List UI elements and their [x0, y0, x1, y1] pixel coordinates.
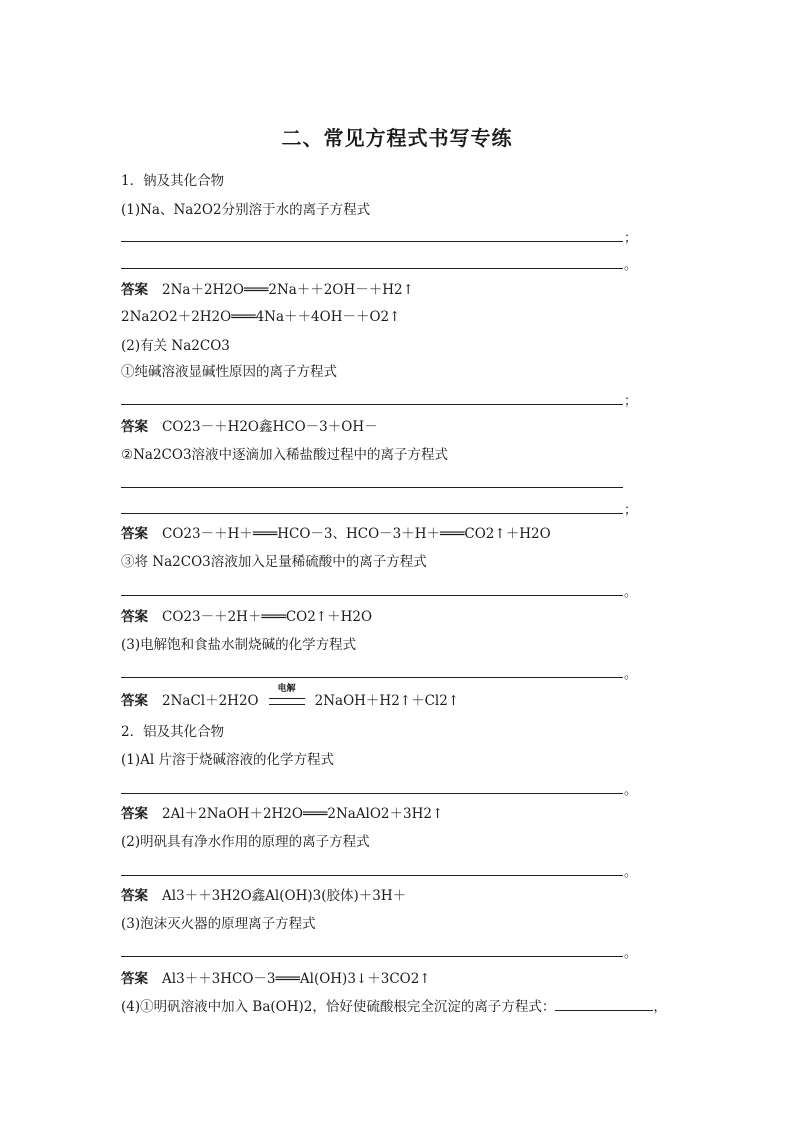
- section-heading-sodium: 1．钠及其化合物: [121, 173, 225, 189]
- answer-label: 答案: [121, 971, 148, 987]
- question-2-2: (2)明矾具有净水作用的原理的离子方程式: [121, 834, 370, 850]
- answer-1-2-2: [121, 525, 551, 543]
- answer-line[interactable]: [121, 268, 623, 269]
- equation-right: 2NaOH＋H2↑＋Cl2↑: [314, 693, 460, 709]
- answer-1-2-1: [121, 418, 378, 436]
- answer-label: 答案: [121, 693, 148, 709]
- equation-text: Al3＋＋3H2O鑫Al(OH)3(胶体)＋3H＋: [162, 888, 407, 904]
- answer-label: 答案: [121, 609, 148, 625]
- answer-line[interactable]: [121, 793, 623, 794]
- question-2-4: [121, 998, 667, 1016]
- answer-1-1-line1: [121, 281, 414, 299]
- comma: ，: [653, 999, 667, 1015]
- question-1-2-1: ①纯碱溶液显碱性原因的离子方程式: [121, 364, 337, 380]
- answer-2-2: [121, 887, 406, 905]
- answer-line[interactable]: [121, 875, 623, 876]
- equation-left: 2NaCl＋2H2O: [162, 693, 259, 709]
- question-2-1: (1)Al 片溶于烧碱溶液的化学方程式: [121, 752, 334, 768]
- answer-1-3: [121, 684, 460, 710]
- period: 。: [624, 667, 638, 682]
- period: 。: [624, 258, 638, 273]
- equation-text: 2Na＋2H2O═══2Na＋＋2OH－＋H2↑: [162, 282, 414, 298]
- answer-2-1: [121, 805, 443, 823]
- question-1-2-2: ②Na2CO3溶液中逐滴加入稀盐酸过程中的离子方程式: [121, 447, 449, 463]
- period: 。: [624, 783, 638, 798]
- question-1-2: (2)有关 Na2CO3: [121, 338, 230, 354]
- answer-line[interactable]: [121, 956, 623, 957]
- question-1-1: (1)Na、Na2O2分别溶于水的离子方程式: [121, 202, 371, 218]
- period: 。: [624, 946, 638, 961]
- fill-blank[interactable]: [555, 998, 653, 1011]
- answer-label: 答案: [121, 806, 148, 822]
- electrolysis-condition: 电解: [277, 684, 296, 694]
- answer-line[interactable]: [121, 677, 623, 678]
- equation-text: Al3＋＋3HCO－3═══Al(OH)3↓＋3CO2↑: [162, 971, 431, 987]
- question-2-3: (3)泡沫灭火器的原理离子方程式: [121, 916, 316, 932]
- question-text: (4)①明矾溶液中加入 Ba(OH)2，恰好使硫酸根完全沉淀的离子方程式：: [121, 999, 556, 1015]
- equation-text: CO23－＋H＋═══HCO－3、HCO－3＋H＋═══CO2↑＋H2O: [162, 526, 551, 542]
- answer-line[interactable]: [121, 404, 623, 405]
- answer-1-2-3: [121, 608, 372, 626]
- answer-line[interactable]: [121, 513, 623, 514]
- semicolon: ；: [624, 231, 638, 246]
- electrolysis-arrow: [259, 684, 315, 710]
- answer-1-1-line2: 2Na2O2＋2H2O═══4Na＋＋4OH－＋O2↑: [121, 309, 401, 325]
- answer-label: 答案: [121, 282, 148, 298]
- semicolon: ；: [624, 503, 638, 518]
- equation-text: CO23－＋2H＋═══CO2↑＋H2O: [162, 609, 373, 625]
- answer-line[interactable]: [121, 595, 623, 596]
- answer-label: 答案: [121, 419, 148, 435]
- equation-text: CO23－＋H2O鑫HCO－3＋OH－: [162, 419, 378, 435]
- question-1-3: (3)电解饱和食盐水制烧碱的化学方程式: [121, 637, 357, 653]
- answer-label: 答案: [121, 526, 148, 542]
- section-heading-aluminum: 2．铝及其化合物: [121, 724, 225, 740]
- period: 。: [624, 585, 638, 600]
- question-1-2-3: ③将 Na2CO3溶液加入足量稀硫酸中的离子方程式: [121, 554, 427, 570]
- page-title: 二、常见方程式书写专练: [281, 126, 513, 150]
- answer-label: 答案: [121, 888, 148, 904]
- equation-text: 2Al＋2NaOH＋2H2O═══2NaAlO2＋3H2↑: [162, 806, 444, 822]
- answer-line[interactable]: [121, 487, 623, 488]
- answer-line[interactable]: [121, 241, 623, 242]
- period: 。: [624, 865, 638, 880]
- semicolon: ；: [624, 394, 638, 409]
- answer-2-3: [121, 970, 431, 988]
